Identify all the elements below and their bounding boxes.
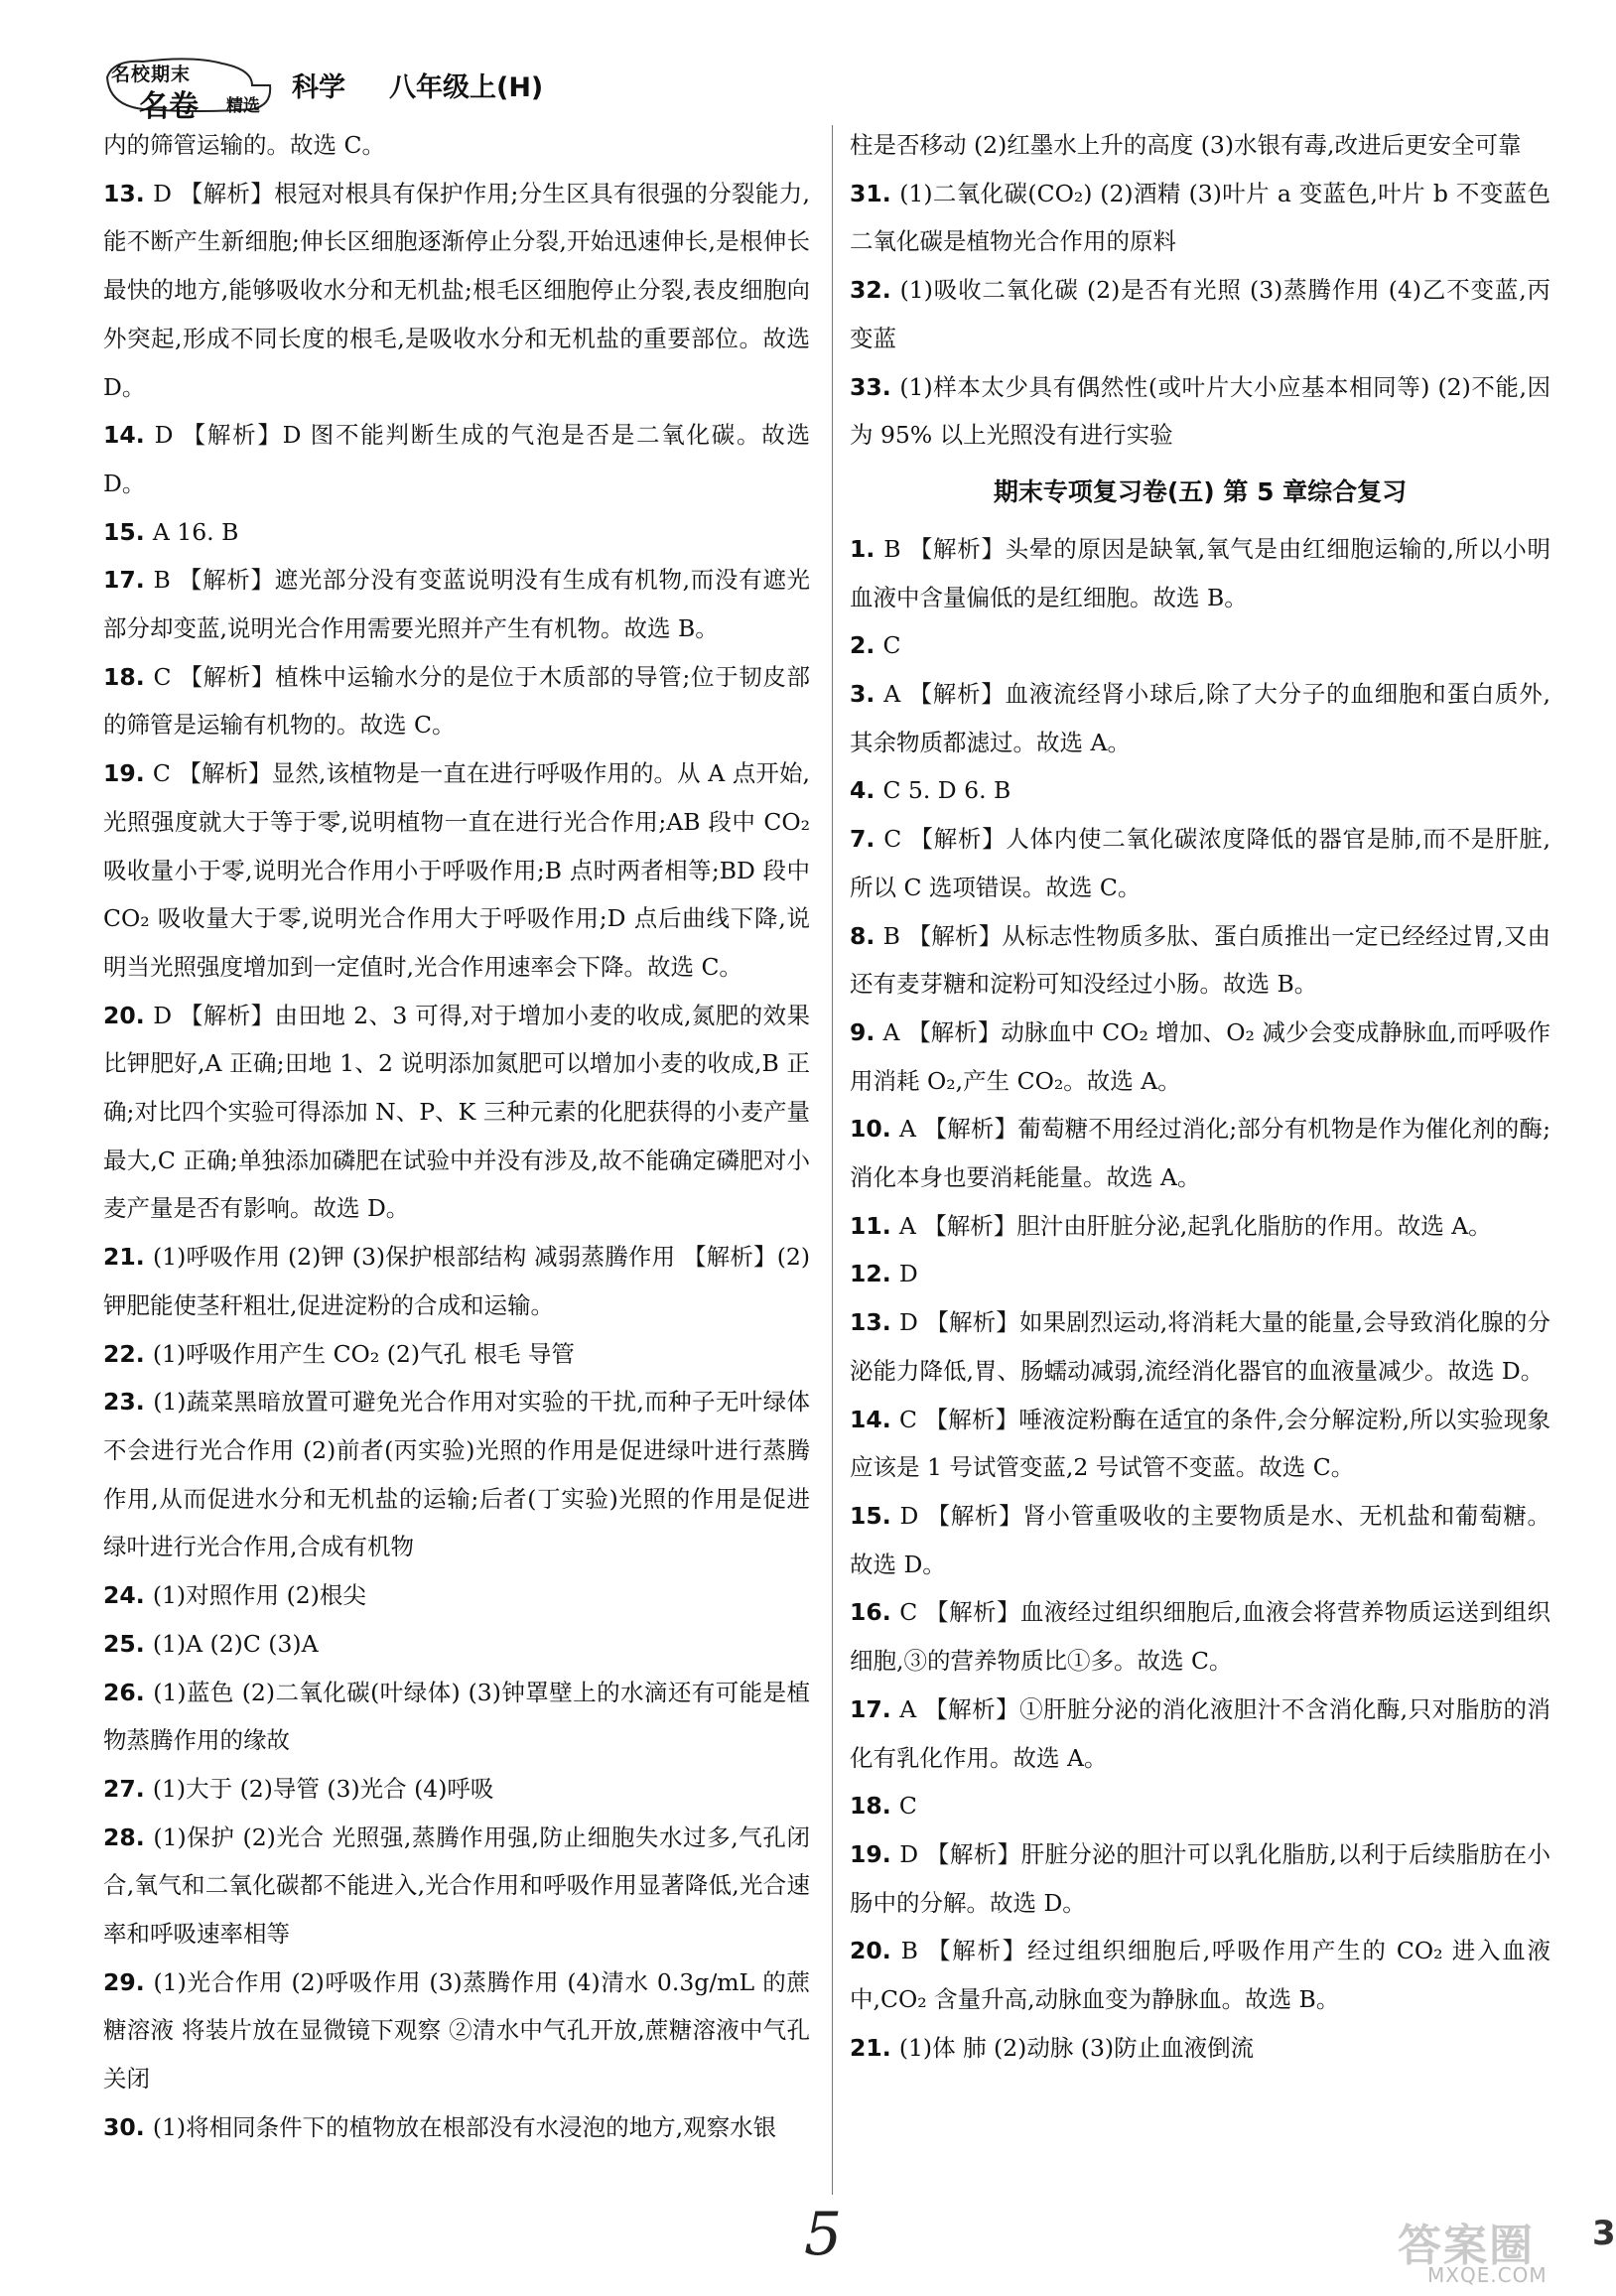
answer-number: 18. xyxy=(103,662,154,691)
subject-label: 科学 xyxy=(292,71,345,103)
answer-item xyxy=(103,121,810,170)
answer-number: 12. xyxy=(850,1260,899,1288)
answer-number: 28. xyxy=(103,1823,154,1851)
answer-text: C 【解析】血液经过组织细胞后,血液会将营养物质运送到组织细胞,③的营养物质比①多。故选 C。 xyxy=(850,1598,1550,1676)
answer-item xyxy=(103,1814,810,1958)
answer-item xyxy=(850,121,1550,170)
answer-number: 29. xyxy=(103,1967,154,1996)
answer-item xyxy=(850,766,1550,815)
answer-text: C 【解析】人体内使二氧化碳浓度降低的器官是肺,而不是肝脏,所以 C 选项错误。故选 C。 xyxy=(850,825,1551,901)
answer-number: 9. xyxy=(850,1017,883,1046)
answer-text: B 【解析】从标志性物质多肽、蛋白质推出一定已经经过胃,又由还有麦芽糖和淀粉可知没经过小肠。故选 B。 xyxy=(850,921,1550,999)
answer-text: (1)将相同条件下的植物放在根部没有水浸泡的地方,观察水银 xyxy=(152,2112,777,2141)
answer-text: C 【解析】唾液淀粉酶在适宜的条件,会分解淀粉,所以实验现象应该是 1 号试管变蓝,2 号试管不变蓝。故选 C。 xyxy=(850,1405,1551,1482)
answer-item xyxy=(850,1105,1550,1201)
logo-line2: 名卷 xyxy=(139,89,199,124)
answer-text: D 【解析】由田地 2、3 可得,对于增加小麦的收成,氮肥的效果比钾肥好,A 正确;田地 1、2 说明添加氮肥可以增加小麦的收成,B 正确;对比四个实验可得添加 N、P、K 三种元素的化肥获得的小麦产量最大,C 正确;单独添加磷肥在试验中并没有涉及,故不能确定磷肥对小麦产量是否有影响。故选 D。 xyxy=(103,1001,811,1223)
answer-text: (1)A (2)C (3)A xyxy=(152,1629,319,1658)
answer-text: A 【解析】葡萄糖不用经过消化;部分有机物是作为催化剂的酶;消化本身也要消耗能量。故选 A。 xyxy=(850,1115,1550,1192)
answer-item xyxy=(850,363,1550,460)
answer-number: 17. xyxy=(103,566,154,595)
answer-number: 8. xyxy=(850,921,883,950)
answer-number: 14. xyxy=(850,1405,899,1433)
answer-number: 15. xyxy=(103,517,153,546)
answer-text: (1)蔬菜黑暗放置可避免光合作用对实验的干扰,而种子无叶绿体不会进行光合作用 (2)前者(丙实验)光照的作用是促进绿叶进行蒸腾作用,从而促进水分和无机盐的运输;后者(丁实验)光照的作用是促进绿叶进行光合作用,合成有机物 xyxy=(103,1388,810,1561)
answer-item xyxy=(103,508,810,557)
answer-text: (1)光合作用 (2)呼吸作用 (3)蒸腾作用 (4)清水 0.3g/mL 的蔗糖溶液 将装片放在显微镜下观察 ②清水中气孔开放,蔗糖溶液中气孔关闭 xyxy=(103,1967,810,2093)
watermark xyxy=(1388,2210,1586,2289)
answer-text: 内的筛管运输的。故选 C。 xyxy=(103,131,385,159)
answer-item xyxy=(103,1378,810,1571)
answer-number: 7. xyxy=(850,825,884,854)
answer-item xyxy=(850,1396,1550,1492)
column-divider xyxy=(832,125,833,2195)
answer-text: C xyxy=(898,1792,917,1821)
answer-text: A 【解析】动脉血中 CO₂ 增加、O₂ 减少会变成静脉血,而呼吸作用消耗 O₂,产生 CO₂。故选 A。 xyxy=(850,1017,1550,1095)
answer-item xyxy=(103,2103,810,2152)
answer-item xyxy=(103,653,810,749)
answer-item xyxy=(103,1958,810,2103)
series-logo xyxy=(103,56,274,124)
answer-number: 26. xyxy=(103,1678,154,1706)
answer-number: 20. xyxy=(103,1001,154,1029)
answer-item xyxy=(103,170,810,412)
answer-number: 2. xyxy=(850,631,883,660)
answer-number: 3. xyxy=(850,680,884,709)
answer-text: D 【解析】肝脏分泌的胆汁可以乳化脂肪,以利于后续脂肪在小肠中的分解。故选 D。 xyxy=(850,1839,1550,1917)
answer-item xyxy=(103,1669,810,1765)
answer-item xyxy=(103,411,810,507)
watermark-text: 答案圈 xyxy=(1398,2221,1535,2271)
answer-text: B 【解析】遮光部分没有变蓝说明没有生成有机物,而没有遮光部分却变蓝,说明光合作用需要光照并产生有机物。故选 B。 xyxy=(103,566,810,643)
answer-item xyxy=(103,1233,810,1329)
answer-text: B 【解析】头晕的原因是缺氧,氧气是由红细胞运输的,所以小明血液中含量偏低的是红细胞。故选 B。 xyxy=(850,534,1550,611)
answer-number: 33. xyxy=(850,372,900,401)
answer-text: D 【解析】如果剧烈运动,将消耗大量的能量,会导致消化腺的分泌能力降低,胃、肠蠕动减弱,流经消化器官的血液量减少。故选 D。 xyxy=(850,1308,1550,1385)
answer-number: 21. xyxy=(850,2033,899,2062)
answer-text: (1)保护 (2)光合 光照强,蒸腾作用强,防止细胞失水过多,气孔闭合,氧气和二氧化碳都不能进入,光合作用和呼吸作用显著降低,光合速率和呼吸速率相等 xyxy=(103,1823,810,1949)
answer-item xyxy=(850,1927,1550,2023)
answer-number: 24. xyxy=(103,1581,153,1610)
left-column xyxy=(103,121,810,2152)
answer-item xyxy=(850,670,1550,766)
page-header xyxy=(103,52,544,124)
answer-text: C 【解析】显然,该植物是一直在进行呼吸作用的。从 A 点开始,光照强度就大于等于零,说明植物一直在进行光合作用;AB 段中 CO₂ 吸收量小于零,说明光合作用小于呼吸作用;B 点时两者相等;BD 段中 CO₂ 吸收量大于零,说明光合作用大于呼吸作用;D 点后曲线下降,说明当光照强度增加到一定值时,光合作用速率会下降。故选 C。 xyxy=(103,759,810,981)
answer-number: 22. xyxy=(103,1339,153,1368)
answer-item xyxy=(850,815,1550,911)
answer-number: 13. xyxy=(103,179,154,207)
answer-text: D xyxy=(898,1260,918,1288)
answer-item xyxy=(850,1202,1550,1251)
logo-line3: 精选 xyxy=(226,96,260,116)
answer-item xyxy=(850,1298,1550,1395)
answer-text: (1)蓝色 (2)二氧化碳(叶绿体) (3)钟罩壁上的水滴还有可能是植物蒸腾作用的缘故 xyxy=(103,1678,811,1755)
answer-text: A 【解析】胆汁由肝脏分泌,起乳化脂肪的作用。故选 A。 xyxy=(898,1211,1492,1240)
answer-item xyxy=(850,1009,1550,1105)
answer-number: 16. xyxy=(850,1598,900,1627)
answer-text: (1)呼吸作用 (2)钾 (3)保护根部结构 减弱蒸腾作用 【解析】(2)钾肥能使茎秆粗壮,促进淀粉的合成和运输。 xyxy=(103,1243,811,1319)
answer-text: A 16. B xyxy=(152,517,239,546)
answer-text: (1)吸收二氧化碳 (2)是否有光照 (3)蒸腾作用 (4)乙不变蓝,丙变蓝 xyxy=(850,276,1551,352)
answer-text: C xyxy=(882,631,901,660)
answer-number: 25. xyxy=(103,1629,153,1658)
answer-number: 19. xyxy=(103,759,153,788)
answer-text: (1)体 肺 (2)动脉 (3)防止血液倒流 xyxy=(898,2033,1255,2062)
answer-item xyxy=(850,1588,1550,1685)
answer-item xyxy=(850,266,1550,362)
answer-number: 4. xyxy=(850,776,883,805)
answer-item xyxy=(103,1330,810,1379)
answer-number: 18. xyxy=(850,1792,899,1821)
answer-number: 15. xyxy=(850,1501,900,1530)
answer-text: D 【解析】D 图不能判断生成的气泡是否是二氧化碳。故选 D。 xyxy=(103,421,811,497)
answer-item xyxy=(103,992,810,1234)
answer-text: C 5. D 6. B xyxy=(882,776,1011,805)
answer-item xyxy=(850,2024,1550,2073)
answer-number: 14. xyxy=(103,421,155,450)
answer-item xyxy=(850,1492,1550,1588)
page-number: 5 xyxy=(804,2200,843,2269)
answer-item xyxy=(850,525,1550,621)
answer-number: 1. xyxy=(850,534,884,563)
answer-number: 10. xyxy=(850,1115,899,1144)
answer-text: C 【解析】植株中运输水分的是位于木质部的导管;位于韧皮部的筛管是运输有机物的。故选 C。 xyxy=(103,662,810,740)
answer-item xyxy=(103,1620,810,1669)
corner-page-digit: 3 xyxy=(1592,2214,1616,2253)
answer-item xyxy=(850,621,1550,670)
logo-line1: 名校期末 xyxy=(111,64,192,85)
answer-number: 19. xyxy=(850,1839,900,1868)
grade-label: 八年级上(H) xyxy=(389,71,544,103)
answer-text: (1)样本太少具有偶然性(或叶片大小应基本相同等) (2)不能,因为 95% 以上光照没有进行实验 xyxy=(850,372,1551,450)
answer-item xyxy=(850,170,1550,266)
answer-text: (1)二氧化碳(CO₂) (2)酒精 (3)叶片 a 变蓝色,叶片 b 不变蓝色 二氧化碳是植物光合作用的原料 xyxy=(850,179,1550,256)
answer-text: 柱是否移动 (2)红墨水上升的高度 (3)水银有毒,改进后更安全可靠 xyxy=(850,131,1522,159)
answer-text: D 【解析】根冠对根具有保护作用;分生区具有很强的分裂能力,能不断产生新细胞;伸长区细胞逐渐停止分裂,开始迅速伸长,是根伸长最快的地方,能够吸收水分和无机盐;根毛区细胞停止分裂,表皮细胞向外突起,形成不同长度的根毛,是吸收水分和无机盐的重要部位。故选 D。 xyxy=(103,179,810,401)
answer-number: 11. xyxy=(850,1211,899,1240)
answer-item xyxy=(103,749,810,992)
answer-text: D 【解析】肾小管重吸收的主要物质是水、无机盐和葡萄糖。故选 D。 xyxy=(850,1501,1551,1578)
right-column xyxy=(850,121,1550,2072)
right-column-bottom xyxy=(850,525,1550,2073)
answer-item xyxy=(103,556,810,652)
answer-text: (1)大于 (2)导管 (3)光合 (4)呼吸 xyxy=(152,1774,494,1803)
answer-item xyxy=(103,1765,810,1814)
answer-item xyxy=(850,1830,1550,1927)
answer-number: 17. xyxy=(850,1694,900,1723)
answer-number: 32. xyxy=(850,276,900,305)
right-column-top xyxy=(850,121,1550,460)
answer-text: (1)对照作用 (2)根尖 xyxy=(152,1581,366,1610)
answer-item xyxy=(850,1250,1550,1298)
answer-text: A 【解析】①肝脏分泌的消化液胆汁不含消化酶,只对脂肪的消化有乳化作用。故选 A。 xyxy=(850,1694,1550,1772)
answer-number: 30. xyxy=(103,2112,153,2141)
watermark-url: MXQE.COM xyxy=(1427,2263,1548,2287)
answer-number: 27. xyxy=(103,1774,153,1803)
section-title: 期末专项复习卷(五) 第 5 章综合复习 xyxy=(993,476,1408,506)
answer-item xyxy=(850,912,1550,1009)
answer-text: (1)呼吸作用产生 CO₂ (2)气孔 根毛 导管 xyxy=(152,1339,575,1368)
answer-number: 13. xyxy=(850,1308,899,1337)
answer-number: 21. xyxy=(103,1243,154,1272)
answer-item xyxy=(850,1686,1550,1782)
answer-number: 20. xyxy=(850,1937,901,1965)
answer-text: A 【解析】血液流经肾小球后,除了大分子的血细胞和蛋白质外,其余物质都滤过。故选 A。 xyxy=(850,680,1550,756)
answer-text: B 【解析】经过组织细胞后,呼吸作用产生的 CO₂ 进入血液中,CO₂ 含量升高,动脉血变为静脉血。故选 B。 xyxy=(850,1937,1550,2014)
answer-item xyxy=(103,1571,810,1620)
answer-number: 31. xyxy=(850,179,900,207)
answer-number: 23. xyxy=(103,1388,154,1417)
answer-item xyxy=(850,1782,1550,1830)
